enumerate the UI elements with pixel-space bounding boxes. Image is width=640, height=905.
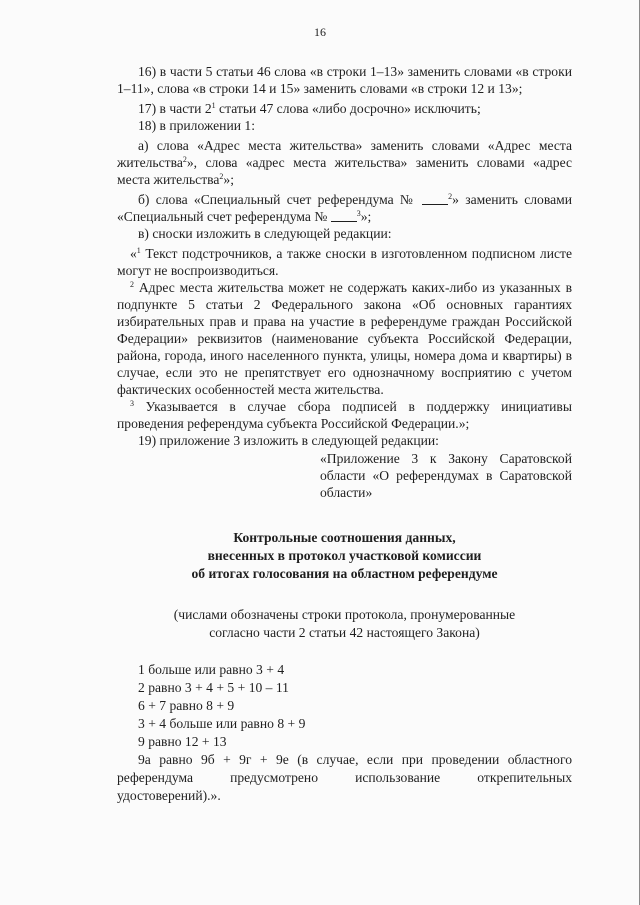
item-18: 18) в приложении 1: xyxy=(138,118,255,133)
heading-note: (числами обозначены строки протокола, пронумерованные согласно части 2 статьи 42 настоящего Закона) xyxy=(173,607,516,640)
relation-line: 9 равно 12 + 13 xyxy=(138,734,227,749)
footnote-3: $^3$ Указывается в случае сбора подписей в поддержку инициативы проведения референдума субъекта Российской Федерации.»; xyxy=(117,399,572,431)
subitem-a: а) слова «Адрес места жительства» заменить словами «Адрес места жительства$^2$», слова «адрес места жительства» заменить словами «адрес места жительства$^2$»; xyxy=(117,138,572,187)
relation-line: 9а равно 9б + 9г + 9е (в случае, если при проведении областного референдума предусмотрено использование открепительных удостоверений).». xyxy=(117,752,572,803)
relation-line: 3 + 4 больше или равно 8 + 9 xyxy=(138,716,306,731)
relation-line: 6 + 7 равно 8 + 9 xyxy=(138,698,235,713)
control-relations xyxy=(117,661,572,805)
subitem-b: б) слова «Специальный счет референдума № $^2$» заменить словами «Специальный счет референдума № $^3$»; xyxy=(117,192,572,224)
relation-line: 2 равно 3 + 4 + 5 + 10 – 11 xyxy=(138,680,289,695)
table-heading: Контрольные соотношения данных, внесенных в протокол участковой комиссии об итогах голосования на областном референдуме xyxy=(191,530,498,581)
page-number: 16 xyxy=(314,25,326,39)
relation-line: 1 больше или равно 3 + 4 xyxy=(138,662,285,677)
item-17: 17) в части $2^1$ статьи 47 слова «либо досрочно» исключить; xyxy=(138,101,481,116)
subitem-v: в) сноски изложить в следующей редакции: xyxy=(138,226,392,241)
blank-underline xyxy=(331,210,357,222)
document-body xyxy=(117,63,572,805)
footnote-2: $^2$ Адрес места жительства может не содержать каких-либо из указанных в подпункте 5 статьи 2 Федерального закона «Об основных гарантиях избирательных прав и права на участие в референдуме граждан Российской Федерации» реквизитов (наименование субъекта Российской Федерации, района, города, иного населенного пункта, улицы, номера дома и квартиры) в случае, если это не препятствует его однозначному восприятию с учетом фактических особенностей места жительства. xyxy=(117,280,572,397)
blank-underline xyxy=(422,193,448,205)
appendix-reference: «Приложение 3 к Закону Саратовской области «О референдумах в Саратовской области» xyxy=(320,451,572,500)
footnote-1: «$^1$ Текст подстрочников, а также сноски в изготовленном подписном листе могут не воспроизводиться. xyxy=(117,246,572,278)
item-19: 19) приложение 3 изложить в следующей редакции: xyxy=(138,433,439,448)
item-16: 16) в части 5 статьи 46 слова «в строки 1–13» заменить словами «в строки 1–11», слова «в строки 14 и 15» заменить словами «в строки 12 и 13»; xyxy=(117,64,572,96)
